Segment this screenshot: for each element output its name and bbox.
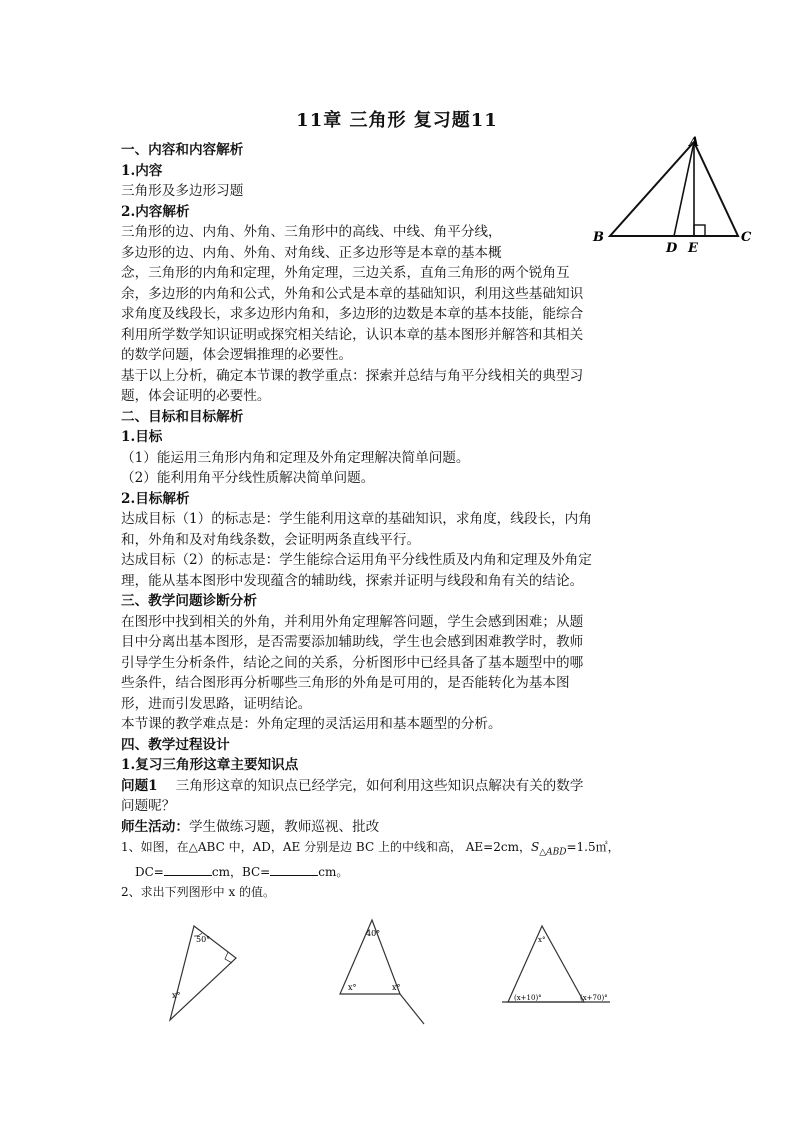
label-d: D bbox=[666, 241, 678, 252]
paragraph-line: 基于以上分析，确定本节课的教学重点：探索并总结与角平分线相关的典型习 bbox=[121, 367, 584, 384]
paragraph-line: 在图形中找到相关的外角，并利用外角定理解答问题，学生会感到困难；从题 bbox=[121, 613, 584, 630]
bc-blank[interactable] bbox=[270, 863, 318, 876]
paragraph-line: 的数学问题，体会逻辑推理的必要性。 bbox=[121, 347, 353, 363]
activity-text: 学生做练习题，教师巡视、批改 bbox=[188, 818, 380, 835]
fig3-angle-right: (x+70)° bbox=[580, 994, 608, 1002]
exercise-2: 2、求出下列图形中 x 的值。 bbox=[121, 885, 276, 900]
question-label: 问题1 bbox=[121, 777, 158, 794]
section-heading: 二、目标和目标解析 bbox=[121, 408, 244, 425]
question-text: 三角形这章的知识点已经学完，如何利用这些知识点解决有关的数学 bbox=[175, 777, 584, 794]
exercise-1-text: 1、如图，在△ABC 中，AD，AE 分别是边 BC 上的中线和高， AE=2cm， bbox=[121, 840, 531, 854]
label-e: E bbox=[688, 241, 698, 252]
figure-3-triangle bbox=[500, 920, 620, 1020]
fig2-angle-right: x° bbox=[392, 983, 401, 992]
question-line: 问题呢？ bbox=[121, 798, 176, 814]
area-value: =1.5㎡， bbox=[566, 840, 620, 854]
document-body bbox=[121, 140, 681, 902]
goal-line: （1）能运用三角形内角和定理及外角定理解决简单问题。 bbox=[121, 449, 470, 466]
paragraph-line: 三角形及多边形习题 bbox=[121, 183, 244, 199]
paragraph-line: 念，三角形的内角和定理，外角定理，三边关系，直角三角形的两个锐角互 bbox=[121, 265, 570, 281]
dc-label: DC= bbox=[135, 865, 164, 880]
paragraph-line: 余，多边形的内角和公式，外角和公式是本章的基础知识，利用这些基础知识 bbox=[121, 285, 584, 302]
paragraph-line: 本节课的教学难点是：外角定理的灵活运用和基本题型的分析。 bbox=[121, 716, 502, 732]
page-title: 11章 三角形 复习题11 bbox=[296, 110, 498, 131]
exercise-1 bbox=[121, 837, 681, 862]
fig3-angle-left: (x+10)° bbox=[514, 994, 542, 1002]
fig1-angle-bottom: x° bbox=[172, 991, 181, 1000]
paragraph-line: 达成目标（2）的标志是：学生能综合运用角平分线性质及内角和定理及外角定 bbox=[121, 552, 592, 568]
paragraph-line: 形，进而引发思路，证明结论。 bbox=[121, 695, 312, 712]
paragraph-line: 些条件，结合图形再分析哪些三角形的外角是可用的，是否能转化为基本图 bbox=[121, 675, 570, 691]
activity-line bbox=[121, 817, 681, 838]
area-symbol: S bbox=[530, 840, 540, 854]
area-subscript: △ABD bbox=[539, 847, 567, 858]
subheading: 1.内容 bbox=[121, 162, 163, 179]
figure-2-triangle bbox=[330, 914, 430, 1026]
label-a: A bbox=[689, 135, 700, 150]
subheading: 1.复习三角形这章主要知识点 bbox=[121, 757, 299, 773]
paragraph-line: 利用所学数学知识证明或探究相关结论，认识本章的基本图形并解答和其相关 bbox=[121, 326, 584, 343]
label-c: C bbox=[741, 230, 752, 245]
subheading: 2.内容解析 bbox=[121, 203, 190, 220]
paragraph-line: 三角形的边、内角、外角、三角形中的高线、中线、角平分线， bbox=[121, 224, 502, 240]
paragraph-line: 达成目标（1）的标志是：学生能利用这章的基础知识，求角度，线段长，内角 bbox=[121, 511, 592, 527]
label-b: B bbox=[593, 230, 604, 245]
paragraph-line: 题，体会证明的必要性。 bbox=[121, 388, 271, 404]
bc-label: cm，BC= bbox=[211, 865, 271, 880]
subheading: 2.目标解析 bbox=[121, 490, 190, 507]
fig2-angle-left: x° bbox=[348, 983, 357, 992]
paragraph-line: 求角度及线段长，求多边形内角和，多边形的边数是本章的基本技能，能综合 bbox=[121, 306, 584, 322]
unit-label: cm。 bbox=[318, 865, 349, 880]
subheading: 1.目标 bbox=[121, 429, 163, 445]
paragraph-line: 目中分离出基本图形，是否需要添加辅助线，学生也会感到困难教学时，教师 bbox=[121, 634, 584, 650]
fig3-angle-top: x° bbox=[538, 936, 546, 944]
paragraph-line: 多边形的边、内角、外角、对角线、正多边形等是本章的基本概 bbox=[121, 244, 502, 261]
paragraph-line: 和，外角和及对角线条数，会证明两条直线平行。 bbox=[121, 531, 421, 548]
fig1-angle-top: 50° bbox=[196, 935, 211, 944]
section-heading: 三、教学问题诊断分析 bbox=[121, 593, 257, 609]
exercise-1-blanks bbox=[121, 862, 681, 882]
section-heading: 四、教学过程设计 bbox=[121, 736, 230, 753]
question-line bbox=[121, 776, 681, 797]
goal-line: （2）能利用角平分线性质解决简单问题。 bbox=[121, 470, 375, 486]
activity-label: 师生活动： bbox=[121, 818, 189, 835]
paragraph-line: 引导学生分析条件，结论之间的关系，分析图形中已经具备了基本题型中的哪 bbox=[121, 654, 584, 671]
dc-blank[interactable] bbox=[164, 863, 212, 876]
fig2-angle-top: 40° bbox=[366, 929, 381, 938]
paragraph-line: 理，能从基本图形中发现蕴含的辅助线，探索并证明与线段和角有关的结论。 bbox=[121, 572, 584, 589]
section-heading: 一、内容和内容解析 bbox=[121, 142, 244, 158]
figure-1-triangle bbox=[164, 918, 244, 1028]
